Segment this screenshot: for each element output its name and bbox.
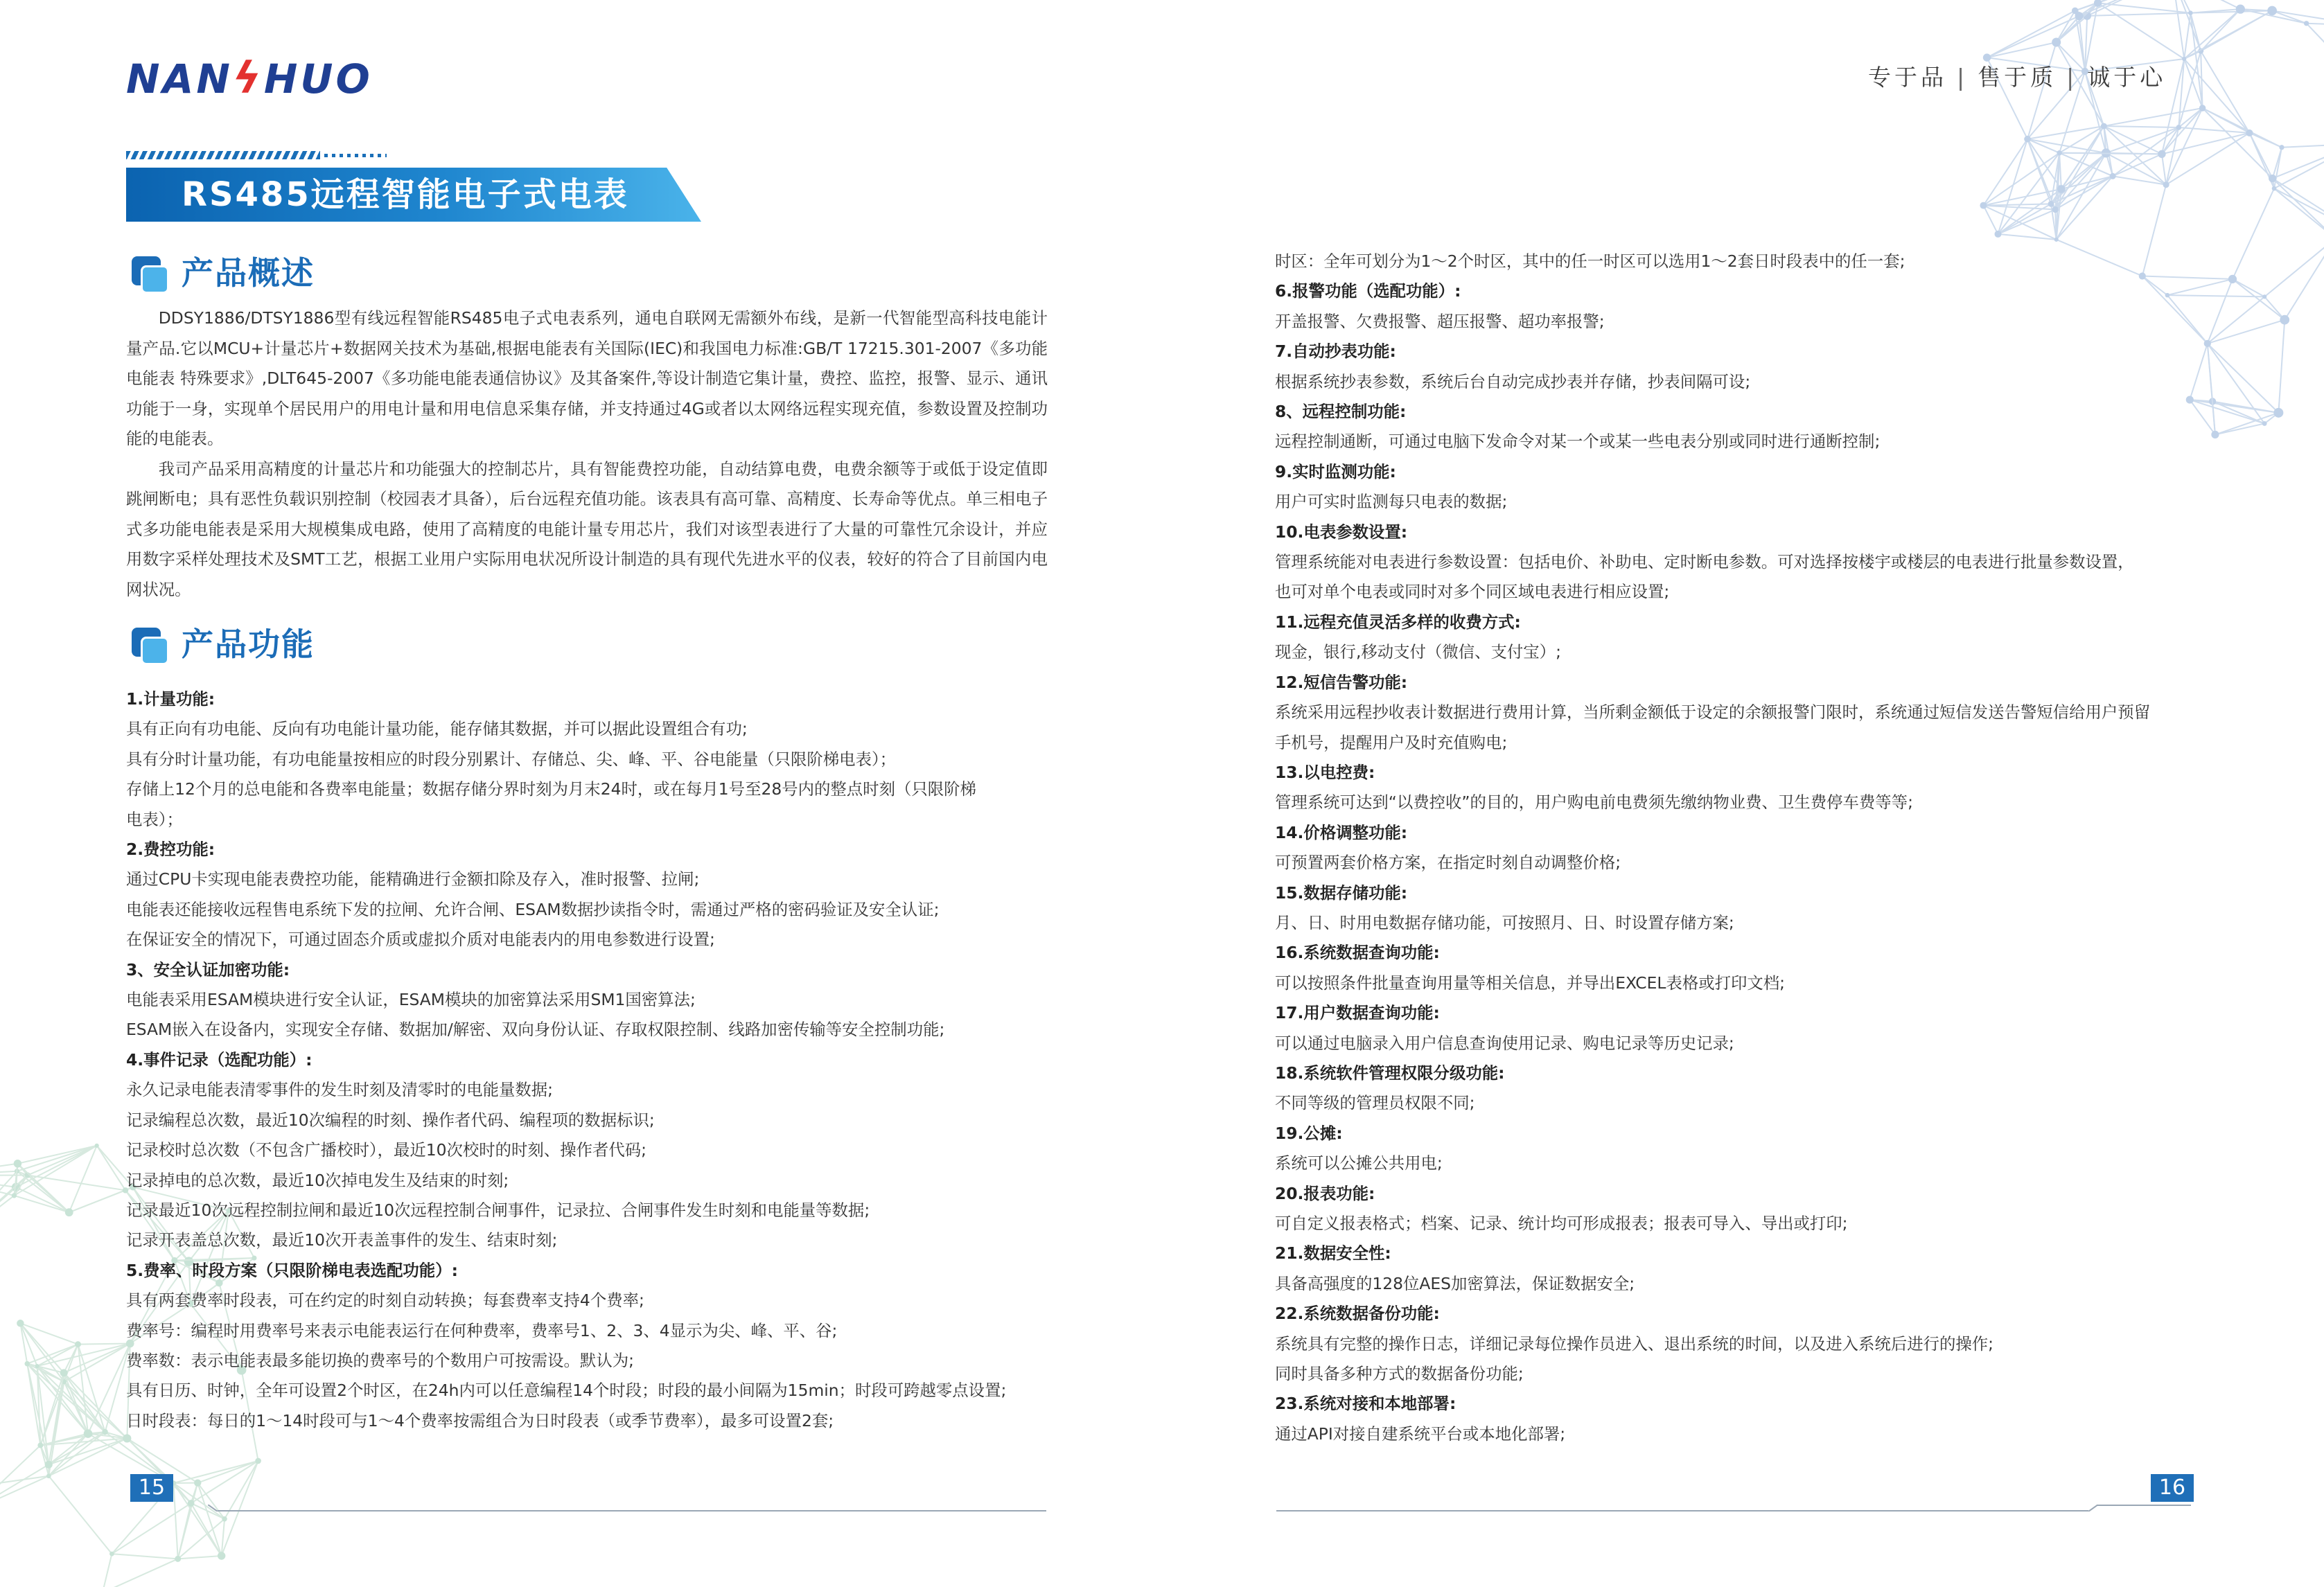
function-line: 电能表采用ESAM模块进行安全认证，ESAM模块的加密算法采用SM1国密算法; (126, 990, 696, 1010)
network-link (2282, 144, 2324, 148)
function-heading: 5.费率、时段方案（只限阶梯电表选配功能）: (126, 1260, 458, 1280)
network-link (2307, 24, 2324, 26)
network-link (2233, 279, 2264, 296)
function-heading: 15.数据存储功能: (1275, 883, 1408, 903)
network-link (2178, 127, 2249, 133)
network-node (2052, 206, 2059, 213)
network-link (64, 1373, 127, 1439)
network-node (2199, 105, 2206, 112)
function-line: 具有日历、时钟，全年可设置2个时区，在24h内可以任意编程14个时段；时段的最小间隔为15min；时段可跨越零点设置; (126, 1381, 1007, 1401)
network-link (197, 1483, 225, 1519)
network-node (102, 1429, 107, 1435)
function-line: 具有正向有功电能、反向有功电能计量功能，能存储其数据，并可以据此设置组合有功; (126, 719, 748, 739)
overview-paragraph: DDSY1886/DTSY1886型有线远程智能RS485电子式电表系列，通电自联网无需额外布线，是新一代智能型高科技电能计量产品.它以MCU+计量芯片+数据网关技术为基础,根据电能表有关国际(IEC)和我国电力标准:GB/T 17215.301-2007《多功能电能表 特殊要求》,DLT645-2007《多功能电能表通信协议》及其备案件,等设计制造它集计量，费控、监控，报警、显示、通讯功能于一身，实现单个居民用户的用电计量和用电信息采集存储，并支持通过4G或者以太网络远程实现充值，参数设置及控制功能的电能表。 (126, 308, 1048, 448)
network-link (1983, 206, 2056, 240)
network-link (2249, 133, 2272, 179)
network-node (2236, 4, 2245, 13)
function-heading: 21.数据安全性: (1275, 1243, 1391, 1264)
network-node (1994, 231, 2001, 238)
function-line: 存储上12个月的总电能和各费率电能量；数据存储分界时刻为月末24时，或在每月1号至28号内的整点时刻（只限阶梯 (126, 779, 976, 799)
function-line: 费率号：编程时用费率号来表示电能表运行在何种费率，费率号1、2、3、4显示为尖、峰、平、谷; (126, 1320, 838, 1340)
function-line: 系统可以公摊公共用电; (1275, 1153, 1443, 1173)
network-link (2233, 188, 2274, 279)
network-node (24, 1361, 30, 1367)
network-node (194, 1479, 201, 1486)
network-node (2262, 294, 2266, 299)
network-node (2054, 238, 2059, 242)
network-link (0, 1196, 14, 1245)
function-line: 系统具有完整的操作日志，详细记录每位操作员进入、退出系统的时间，以及进入系统后进行的操作; (1275, 1333, 1994, 1354)
function-line: 可预置两套价格方案，在指定时刻自动调整价格; (1275, 853, 1621, 873)
network-node (2280, 315, 2289, 325)
network-link (112, 1503, 191, 1554)
function-line: 也可对单个电表或同时对多个同区域电表进行相应设置; (1275, 582, 1670, 602)
banner-dots (324, 154, 387, 157)
network-link (49, 1476, 112, 1554)
function-line: 时区：全年可划分为1～2个时区，其中的任一时区可以选用1～2套日时段表中的任一套; (1275, 251, 1905, 271)
function-heading: 1.计量功能: (126, 689, 215, 709)
network-link (103, 1559, 178, 1587)
network-link (2278, 320, 2285, 413)
function-heading: 11.远程充值灵活多样的收费方式: (1275, 612, 1521, 632)
function-heading: 14.价格调整功能: (1275, 822, 1408, 842)
section-title-functions: 产品功能 (182, 626, 315, 663)
function-line: 根据系统抄表参数，系统后台自动完成抄表并存储，抄表间隔可设; (1275, 371, 1751, 391)
function-list-left (126, 684, 1055, 1436)
network-node (222, 1516, 227, 1522)
network-link (103, 1554, 112, 1587)
network-node (2163, 181, 2169, 188)
network-link (1983, 139, 2027, 206)
network-link (173, 1461, 258, 1483)
function-line: 记录掉电的总次数，最近10次掉电发生及结束的时刻; (126, 1170, 509, 1190)
network-node (188, 1500, 195, 1507)
network-node (46, 1473, 51, 1478)
network-link (2208, 320, 2285, 344)
overview-text (126, 303, 1048, 605)
network-link (173, 1483, 177, 1559)
network-node (2204, 340, 2211, 347)
banner-stripes (126, 151, 320, 159)
network-link (2184, 10, 2272, 59)
network-link (0, 1476, 49, 1491)
slogan: 专于品 | 售于质 | 诚于心 (1868, 64, 2167, 91)
network-node (14, 1160, 21, 1167)
network-link (1987, 42, 2057, 57)
footer-rule-right (1276, 1510, 2088, 1511)
network-node (2057, 185, 2066, 193)
network-link (97, 1146, 125, 1190)
network-node (45, 1461, 53, 1469)
function-line: 具备高强度的128位AES加密算法，保证数据安全; (1275, 1273, 1635, 1293)
function-heading: 23.系统对接和本地部署: (1275, 1394, 1456, 1414)
function-heading: 9.实时监测功能: (1275, 461, 1396, 481)
function-line: 管理系统能对电表进行参数设置：包括电价、补助电、定时断电参数。可对选择按楼宇或楼层的电表进行批量参数设置， (1275, 552, 2134, 572)
network-link (2285, 238, 2324, 320)
function-line: 在保证安全的情况下，可通过固态介质或虚拟介质对电能表内的用电参数进行设置; (126, 930, 715, 950)
network-node (2024, 136, 2031, 143)
network-node (2158, 150, 2165, 158)
section-icon (132, 256, 169, 294)
function-line: 日时段表：每日的1～14时段可与1～4个费率按需组合为日时段表（或季节费率），最多可设置2套; (126, 1410, 834, 1430)
function-line: 通过CPU卡实现电能表费控功能，能精确进行金额扣除及存入，准时报警、拉闸; (126, 869, 700, 889)
network-node (175, 1556, 181, 1562)
network-node (2246, 130, 2253, 136)
network-node (2188, 10, 2193, 15)
network-link (0, 1171, 17, 1245)
network-link (0, 1561, 8, 1587)
function-line: 记录校时总次数（不包含广播校时），最近10次校时的时刻、操作者代码; (126, 1140, 647, 1160)
network-link (197, 1483, 221, 1556)
network-link (64, 1343, 130, 1372)
page-number-right: 16 (2151, 1474, 2194, 1502)
function-heading: 2.费控功能: (126, 840, 215, 860)
function-line: 同时具备多种方式的数据备份功能; (1275, 1364, 1524, 1384)
function-heading: 8、远程控制功能: (1275, 402, 1407, 422)
network-link (1983, 206, 1998, 234)
function-heading: 6.报警功能（选配功能）: (1275, 281, 1461, 301)
function-line: 电能表还能接收远程售电系统下发的拉闸、允许合闸、ESAM数据抄读指令时，需通过严格的密码验证及安全认证; (126, 899, 940, 919)
network-link (2215, 423, 2264, 434)
page-title: RS485远程智能电子式电表 (182, 175, 629, 214)
network-link (14, 1146, 96, 1196)
function-line: 现金，银行,移动支付（微信、支付宝）; (1275, 642, 1561, 662)
network-node (1980, 202, 1987, 209)
network-link (0, 1526, 8, 1587)
function-heading: 3、安全认证加密功能: (126, 959, 290, 979)
network-node (2057, 150, 2061, 155)
function-line: 管理系统可达到“以费控收”的目的，用户购电前电费须先缴纳物业费、卫生费停车费等等; (1275, 792, 1913, 813)
network-node (60, 1369, 68, 1376)
network-link (2233, 279, 2285, 320)
network-node (75, 1341, 81, 1347)
function-heading: 13.以电控费: (1275, 762, 1375, 782)
function-line: 可以通过电脑录入用户信息查询使用记录、购电记录等历史记录; (1275, 1033, 1734, 1053)
network-node (37, 1442, 43, 1448)
function-line: 费率数：表示电能表最多能切换的费率号的个数用户可按需设。默认为; (126, 1350, 634, 1370)
network-node (2176, 125, 2181, 130)
network-link (2055, 126, 2104, 209)
function-line: 记录开表盖总次数，最近10次开表盖事件的发生、结束时刻; (126, 1230, 558, 1250)
function-heading: 4.事件记录（选配功能）: (126, 1049, 312, 1070)
network-link (78, 1343, 130, 1344)
network-node (2072, 8, 2079, 15)
function-line: 可自定义报表格式；档案、记录、统计均可形成报表；报表可导入、导出或打印; (1275, 1214, 1848, 1233)
network-node (2304, 21, 2309, 26)
network-node (35, 1364, 39, 1368)
network-node (2267, 6, 2277, 16)
network-node (2273, 408, 2283, 418)
function-heading: 18.系统软件管理权限分级功能: (1275, 1063, 1505, 1083)
network-node (255, 1458, 261, 1464)
function-line: 开盖报警、欠费报警、超压报警、超功率报警; (1275, 311, 1605, 331)
network-node (218, 1552, 225, 1559)
function-line: 用户可实时监测每只电表的数据; (1275, 492, 1508, 512)
function-line: 具有分时计量功能，有功电能量按相应的时段分别累计、存储总、尖、峰、平、谷电能量（只限阶梯电表）； (126, 749, 897, 769)
network-node (84, 1429, 93, 1438)
network-link (2172, 0, 2184, 59)
function-line: 系统采用远程抄收表计数据进行费用计算，当所剩金额低于设定的余额报警门限时，系统通过短信发送告警短信给用户预留 (1275, 702, 2151, 722)
network-node (109, 1552, 114, 1557)
network-link (2208, 344, 2215, 434)
network-node (17, 1320, 24, 1327)
function-line: ESAM嵌入在设备内，实现安全存储、数据加/解密、双向身份认证、存取权限控制、线路加密传输等安全控制功能; (126, 1020, 945, 1040)
network-link (2104, 126, 2162, 154)
network-link (2307, 24, 2324, 87)
network-node (2101, 123, 2107, 130)
network-link (2055, 176, 2113, 209)
network-link (2057, 16, 2079, 42)
page-number-left: 15 (130, 1474, 173, 1502)
network-node (2052, 38, 2061, 47)
network-node (2262, 421, 2267, 426)
network-link (112, 1554, 177, 1559)
network-node (65, 1208, 73, 1216)
network-link (2104, 108, 2202, 126)
network-link (64, 1382, 127, 1439)
lightning-bolt-icon: ϟ (232, 53, 264, 103)
function-line: 月、日、时用电数据存储功能，可按照月、日、时设置存储方案; (1275, 912, 1734, 932)
network-link (2184, 13, 2190, 59)
function-list-right (1275, 247, 2203, 1449)
network-link (2059, 153, 2061, 189)
network-node (2110, 173, 2116, 179)
network-node (95, 1144, 99, 1148)
function-line: 手机号，提醒用户及时充值购电; (1275, 732, 1508, 752)
network-node (2211, 431, 2219, 438)
network-node (2279, 145, 2284, 150)
function-heading: 17.用户数据查询功能: (1275, 1003, 1440, 1023)
network-node (2228, 275, 2237, 283)
brand-logo: NANϟHUO (126, 53, 373, 103)
network-link (17, 1146, 96, 1171)
function-line: 记录编程总次数，最近10次编程的时刻、操作者代码、编程项的数据标识; (126, 1110, 655, 1130)
function-line: 远程控制通断，可通过电脑下发命令对某一个或某一些电表分别或同时进行通断控制; (1275, 432, 1881, 452)
network-node (2182, 57, 2186, 61)
section-icon (132, 628, 169, 665)
network-link (2178, 108, 2202, 127)
footer-rule-left (218, 1510, 1046, 1511)
network-link (1998, 153, 2059, 234)
network-link (16, 1146, 96, 1187)
network-link (178, 1556, 222, 1559)
section-title-overview: 产品概述 (182, 254, 315, 292)
network-link (178, 1503, 191, 1559)
overview-paragraph: 我司产品采用高精度的计量芯片和功能强大的控制芯片，具有智能费控功能，自动结算电费，电费余额等于或低于设定值即跳闸断电；具有恶性负载识别控制（校园表才具备），后台远程充值功能。该表具有高可靠、高精度、长寿命等优点。单三相电子式多功能电能表是采用大规模集成电路，使用了高精度的电能计量专用芯片，我们对该型表进行了大量的可靠性冗余设计，并应用数字采样处理技术及SMT工艺，根据工业用户实际用电状况所设计制造的具有现代先进水平的仪表，较好的符合了目前国内电网状况。 (126, 459, 1048, 599)
function-heading: 19.公摊: (1275, 1123, 1343, 1143)
function-line: 不同等级的管理员权限不同; (1275, 1093, 1475, 1113)
network-link (2087, 13, 2190, 16)
network-node (12, 1193, 17, 1198)
function-heading: 20.报表功能: (1275, 1183, 1375, 1203)
function-line: 具有两套费率时段表，可在约定的时刻自动转换；每套费率支持4个费率; (126, 1291, 644, 1311)
footer-notch (208, 1505, 218, 1511)
footer-rule-right-tail (2097, 1505, 2191, 1506)
function-line: 通过API对接自建系统平台或本地化部署; (1275, 1424, 1566, 1444)
function-heading: 16.系统数据查询功能: (1275, 943, 1440, 963)
network-node (2272, 186, 2277, 191)
function-heading: 12.短信告警功能: (1275, 672, 1408, 692)
function-heading: 22.系统数据备份功能: (1275, 1304, 1440, 1324)
function-heading: 10.电表参数设置: (1275, 522, 1408, 542)
function-heading: 7.自动抄表功能: (1275, 342, 1396, 362)
network-node (2048, 201, 2054, 207)
function-line: 永久记录电能表清零事件的发生时刻及清零时的电能量数据; (126, 1080, 554, 1100)
network-link (20, 1323, 37, 1366)
network-link (2201, 9, 2240, 51)
network-link (222, 1461, 258, 1556)
network-link (17, 1146, 96, 1164)
network-link (2162, 154, 2166, 184)
function-line: 电表）； (126, 809, 183, 829)
network-link (2264, 238, 2324, 296)
function-line: 可以按照条件批量查询用量等相关信息，并导出EXCEL表格或打印文档; (1275, 973, 1786, 993)
network-node (2269, 175, 2276, 182)
function-line: 记录最近10次远程控制拉闸和最近10次远程控制合闸事件，记录拉、合闸事件发生时刻和电能量等数据; (126, 1200, 870, 1220)
